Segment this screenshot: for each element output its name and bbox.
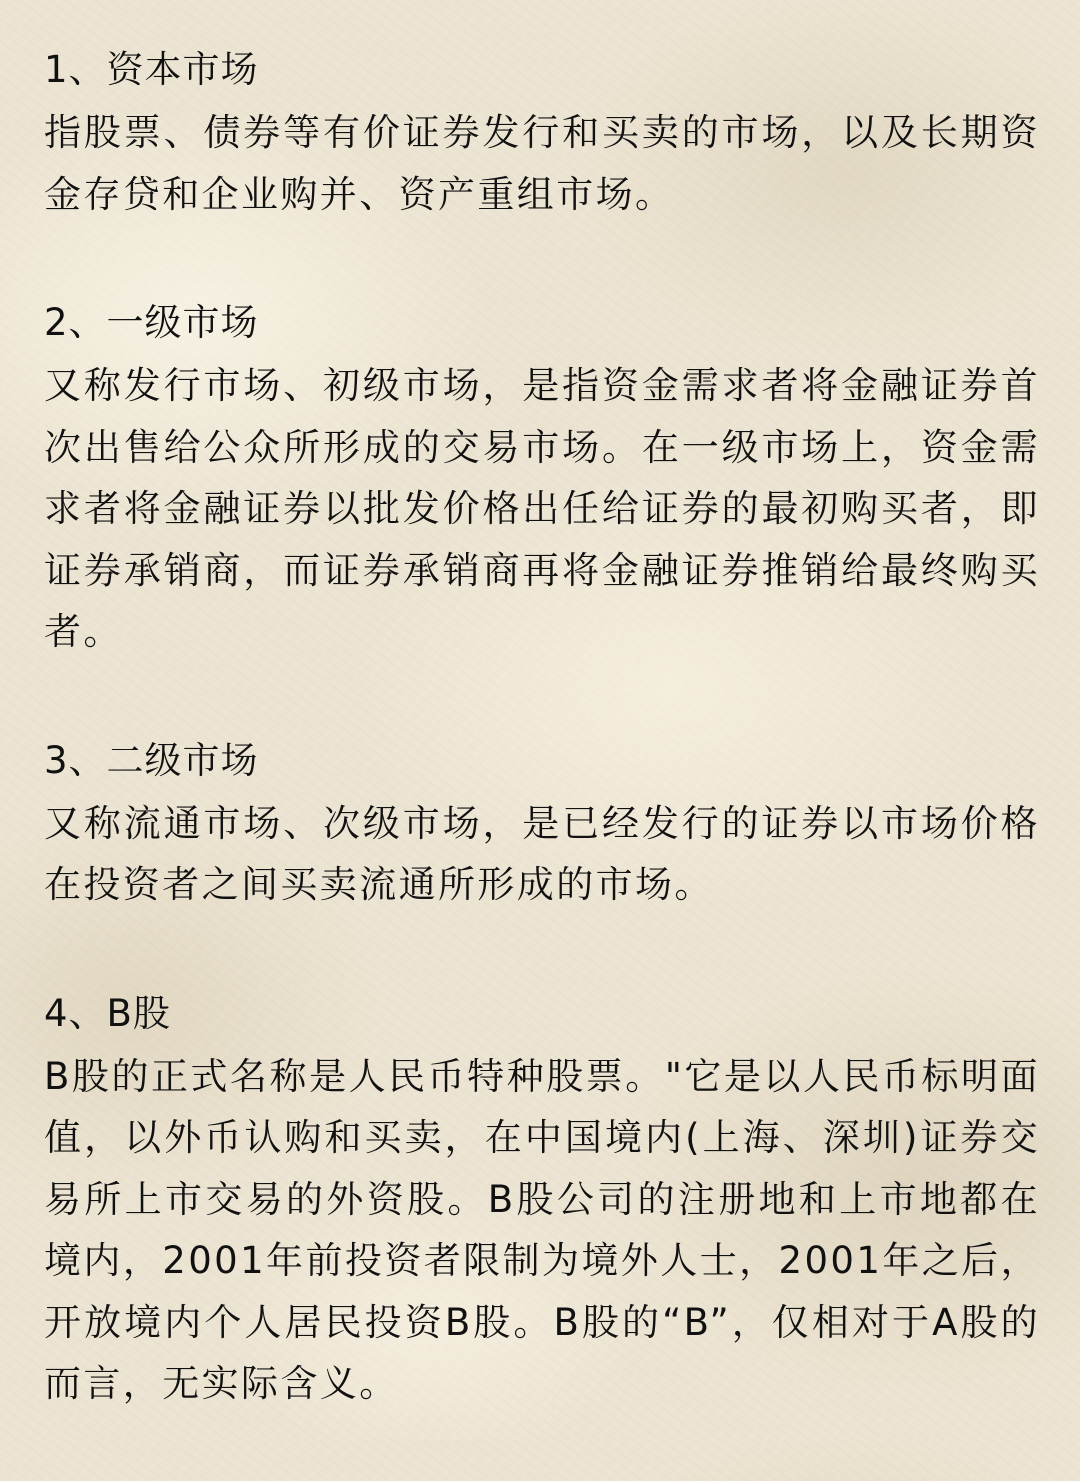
section-secondary-market — [44, 729, 1040, 916]
section-text: 指股票、债券等有价证券发行和买卖的市场，以及长期资金存贷和企业购并、资产重组市场。 — [44, 111, 1040, 216]
section-text: 又称流通市场、次级市场，是已经发行的证券以市场价格在投资者之间买卖流通所形成的市场。 — [44, 801, 1040, 906]
section-text: 又称发行市场、初级市场，是指资金需求者将金融证券首次出售给公众所形成的交易市场。在一级市场上，资金需求者将金融证券以批发价格出任给证券的最初购买者，即证券承销商，而证券承销商再将金融证券推销给最终购买者。 — [44, 364, 1040, 653]
section-heading: 1、资本市场 — [44, 48, 259, 91]
section-primary-market — [44, 291, 1040, 663]
section-text: B股的正式名称是人民币特种股票。"它是以人民币标明面值，以外币认购和买卖，在中国境内(上海、深圳)证券交易所上市交易的外资股。B股公司的注册地和上市地都在境内，2001年前投资者限制为境外人士，2001年之后，开放境内个人居民投资B股。B股的“B”，仅相对于A股的而言，无实际含义。 — [44, 1054, 1040, 1405]
section-b-shares — [44, 982, 1040, 1415]
content-column — [44, 38, 1040, 1481]
section-capital-market — [44, 38, 1040, 225]
section-heading: 2、一级市场 — [44, 301, 259, 344]
section-heading: 4、B股 — [44, 991, 171, 1035]
section-heading: 3、二级市场 — [44, 738, 259, 782]
